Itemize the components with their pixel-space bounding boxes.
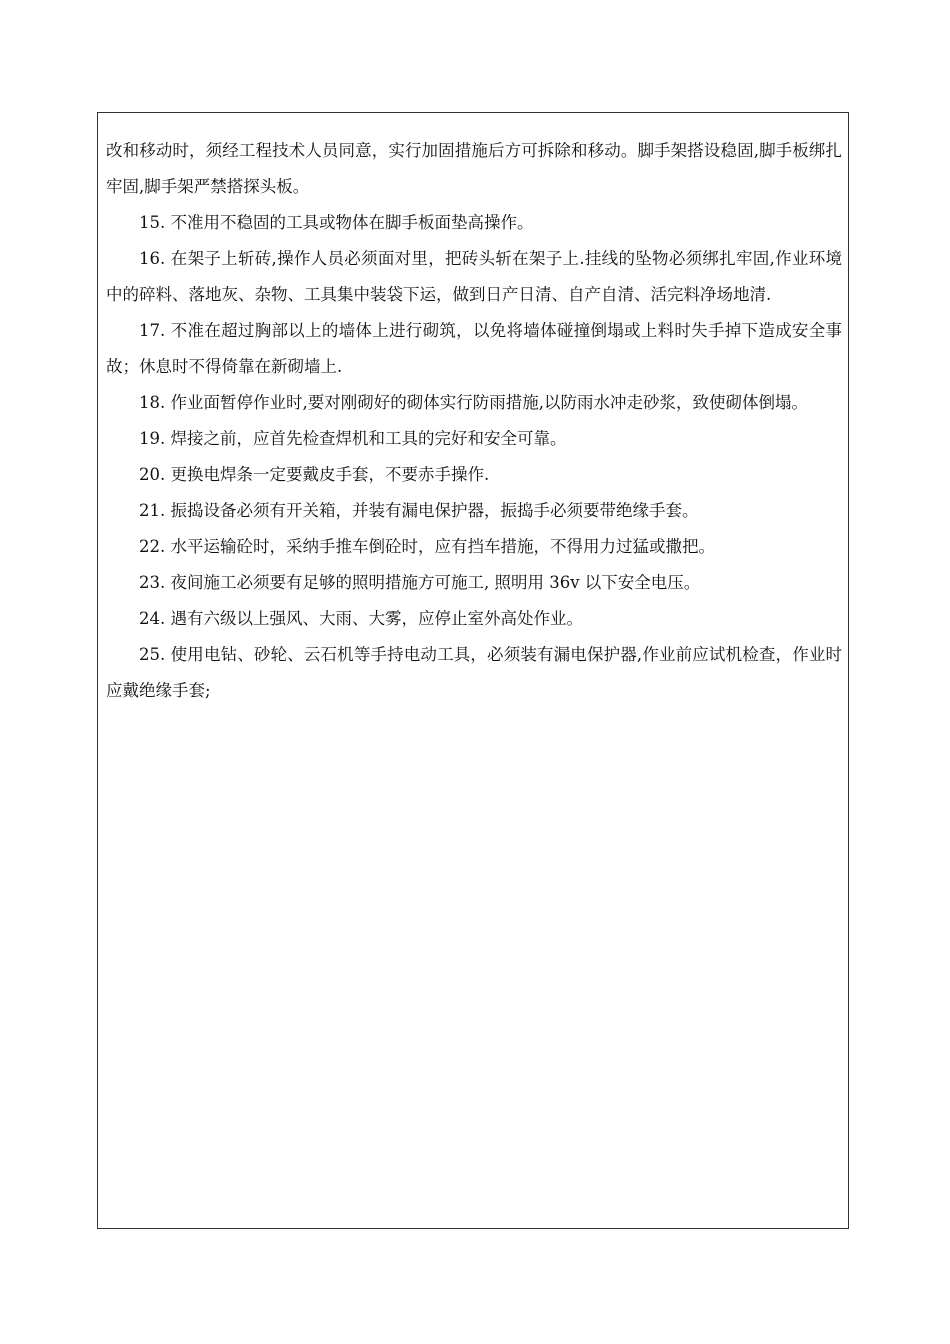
paragraph-item-22: 22. 水平运输砼时，采纳手推车倒砼时，应有挡车措施，不得用力过猛或撒把。 bbox=[139, 537, 715, 556]
paragraph-item-21: 21. 振捣设备必须有开关箱，并装有漏电保护器，振捣手必须要带绝缘手套。 bbox=[139, 501, 699, 520]
paragraph-item-20: 20. 更换电焊条一定要戴皮手套，不要赤手操作. bbox=[139, 465, 490, 484]
paragraph-item-18: 18. 作业面暂停作业时,要对刚砌好的砌体实行防雨措施,以防雨水冲走砂浆，致使砌体倒塌。 bbox=[139, 393, 808, 412]
document-frame bbox=[97, 112, 849, 1229]
paragraph-item-17: 17. 不准在超过胸部以上的墙体上进行砌筑，以免将墙体碰撞倒塌或上料时失手掉下造成安全事故；休息时不得倚靠在新砌墙上. bbox=[106, 321, 842, 376]
paragraph-item-16: 16. 在架子上斩砖,操作人员必须面对里，把砖头斩在架子上.挂线的坠物必须绑扎牢固,作业环境中的碎料、落地灰、杂物、工具集中装袋下运，做到日产日清、自产自清、活完料净场地清. bbox=[106, 249, 842, 304]
paragraph-item-23: 23. 夜间施工必须要有足够的照明措施方可施工, 照明用 36v 以下安全电压。 bbox=[139, 573, 701, 592]
paragraph-item-19: 19. 焊接之前，应首先检查焊机和工具的完好和安全可靠。 bbox=[139, 429, 567, 448]
paragraph-item-15: 15. 不准用不稳固的工具或物体在脚手板面垫高操作。 bbox=[139, 213, 534, 232]
paragraph-continuation: 改和移动时，须经工程技术人员同意，实行加固措施后方可拆除和移动。脚手架搭设稳固,脚手板绑扎牢固,脚手架严禁搭探头板。 bbox=[106, 141, 842, 196]
paragraph-item-25: 25. 使用电钻、砂轮、云石机等手持电动工具，必须装有漏电保护器,作业前应试机检查，作业时应戴绝缘手套; bbox=[106, 645, 842, 700]
paragraph-item-24: 24. 遇有六级以上强风、大雨、大雾，应停止室外高处作业。 bbox=[139, 609, 583, 628]
document-body bbox=[106, 133, 842, 709]
